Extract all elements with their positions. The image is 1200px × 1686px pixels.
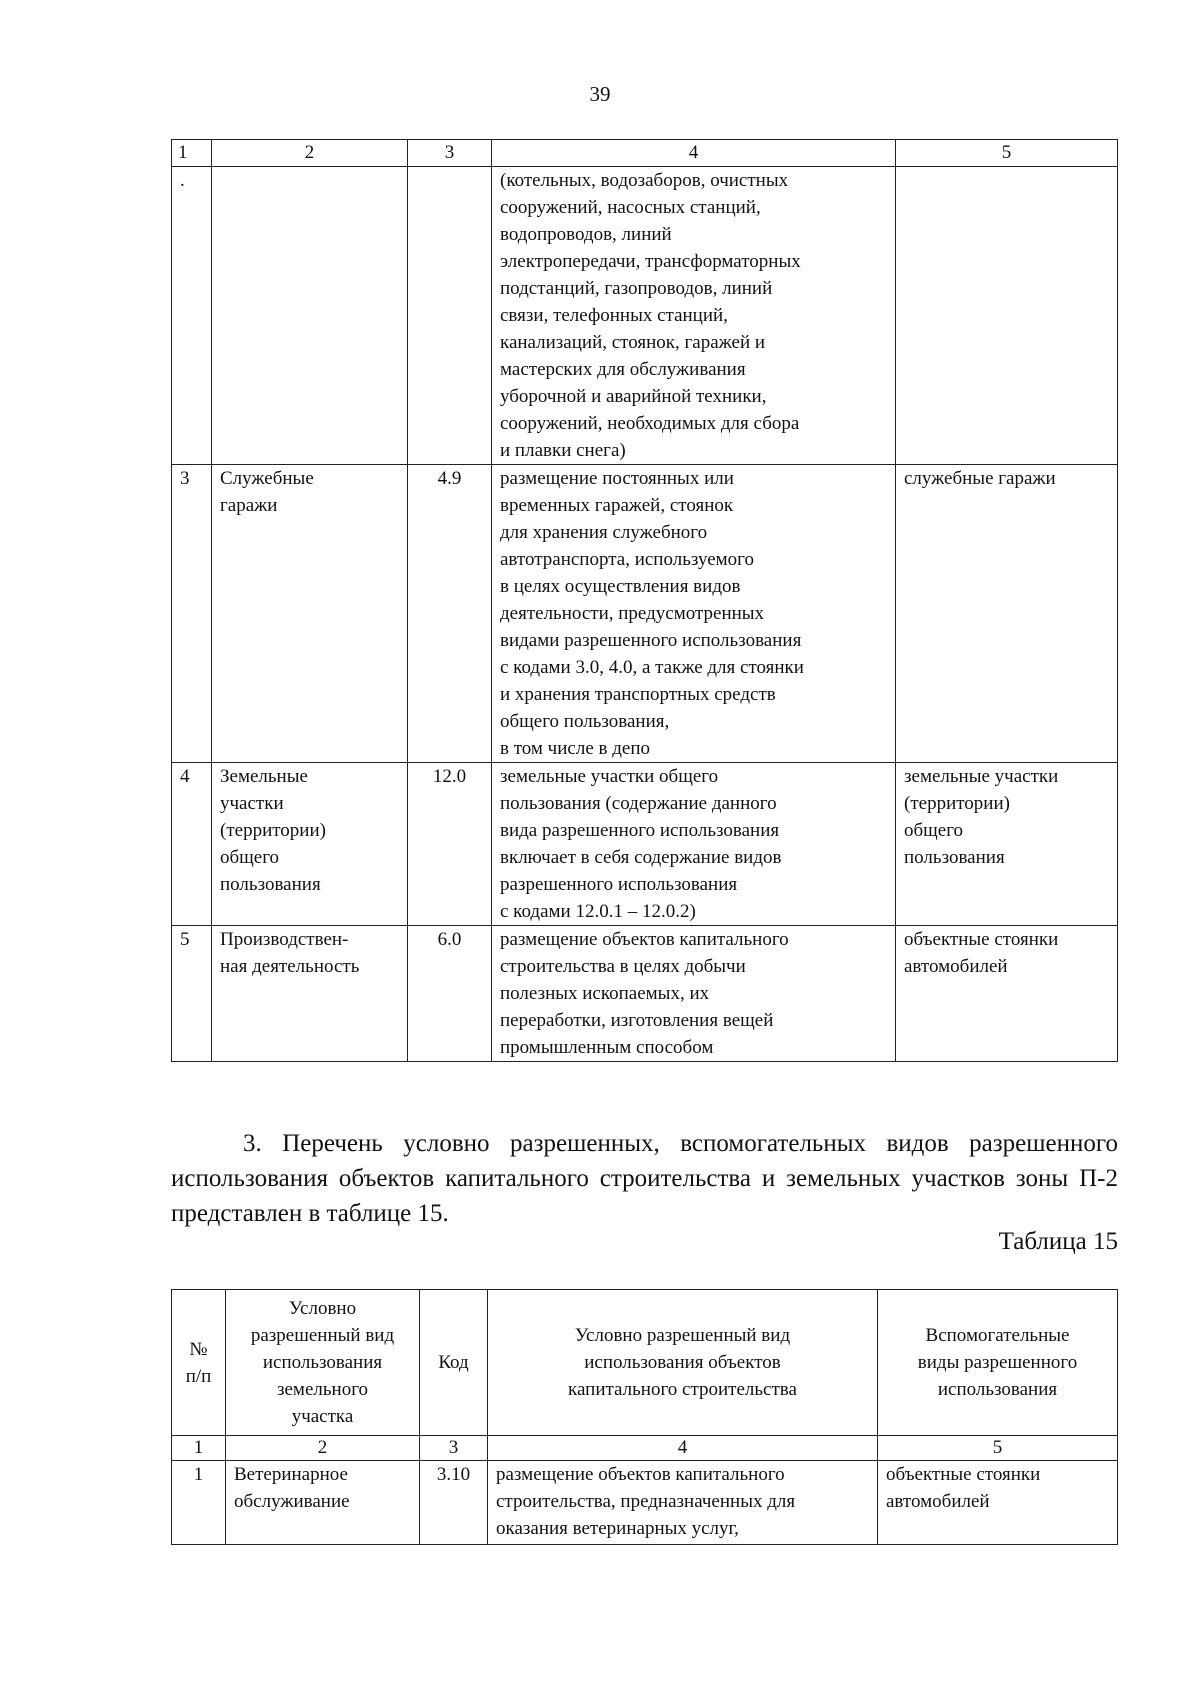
header-number: № п/п (172, 1290, 226, 1436)
table-row (172, 763, 1118, 926)
col-number-2: 2 (226, 1436, 420, 1461)
row-auxiliary-uses (896, 167, 1118, 465)
col-header-3: 3 (408, 140, 492, 167)
row-number: 3 (172, 465, 212, 763)
row-land-use-name: Производствен- ная деятельность (212, 926, 408, 1062)
header-code: Код (420, 1290, 488, 1436)
table-header-row (172, 1290, 1118, 1436)
table-row (172, 926, 1118, 1062)
col-number-5: 5 (878, 1436, 1118, 1461)
table-caption: Таблица 15 (998, 1228, 1118, 1255)
row-auxiliary-uses: объектные стоянки автомобилей (878, 1461, 1118, 1545)
row-number: 1 (172, 1461, 226, 1545)
col-number-1: 1 (172, 1436, 226, 1461)
row-number: 4 (172, 763, 212, 926)
row-land-use-name: Земельные участки (территории) общего пользования (212, 763, 408, 926)
row-code (408, 167, 492, 465)
table-row (172, 465, 1118, 763)
table-header-row (172, 140, 1118, 167)
row-land-use-name: Ветеринарное обслуживание (226, 1461, 420, 1545)
row-land-use-name (212, 167, 408, 465)
row-number: 5 (172, 926, 212, 1062)
row-number: . (172, 167, 212, 465)
row-description: размещение постоянных или временных гаражей, стоянок для хранения служебного автотранспорта, используемого в целях осуществления видов деятельности, предусмотренных видами разрешенного использования с кодами 3.0, 4.0, а также для стоянки и хранения транспортных средств общего пользования, в том числе в депо (492, 465, 896, 763)
column-numbers-row (172, 1436, 1118, 1461)
row-code: 3.10 (420, 1461, 488, 1545)
header-land-use: Условно разрешенный вид использования земельного участка (226, 1290, 420, 1436)
row-land-use-name: Служебные гаражи (212, 465, 408, 763)
row-auxiliary-uses: земельные участки (территории) общего пользования (896, 763, 1118, 926)
conditional-uses-table (171, 1289, 1118, 1545)
table-row (172, 167, 1118, 465)
row-code: 6.0 (408, 926, 492, 1062)
col-header-4: 4 (492, 140, 896, 167)
header-auxiliary-uses: Вспомогательные виды разрешенного использования (878, 1290, 1118, 1436)
row-code: 4.9 (408, 465, 492, 763)
header-capital-construction-use: Условно разрешенный вид использования объектов капитального строительства (488, 1290, 878, 1436)
table-row (172, 1461, 1118, 1545)
section-paragraph: 3. Перечень условно разрешенных, вспомогательных видов разрешенного использования объектов капитального строительства и земельных участков зоны П-2 представлен в таблице 15. (171, 1130, 1118, 1227)
row-auxiliary-uses: служебные гаражи (896, 465, 1118, 763)
zone-table-continuation (171, 139, 1118, 1062)
col-header-1: 1 (172, 140, 212, 167)
row-description: размещение объектов капитального строительства в целях добычи полезных ископаемых, их переработки, изготовления вещей промышленным способом (492, 926, 896, 1062)
row-description: земельные участки общего пользования (содержание данного вида разрешенного использования включает в себя содержание видов разрешенного использования с кодами 12.0.1 – 12.0.2) (492, 763, 896, 926)
row-code: 12.0 (408, 763, 492, 926)
col-header-5: 5 (896, 140, 1118, 167)
row-auxiliary-uses: объектные стоянки автомобилей (896, 926, 1118, 1062)
col-header-2: 2 (212, 140, 408, 167)
col-number-4: 4 (488, 1436, 878, 1461)
col-number-3: 3 (420, 1436, 488, 1461)
page-number: 39 (589, 82, 611, 106)
row-description: размещение объектов капитального строительства, предназначенных для оказания ветеринарных услуг, (488, 1461, 878, 1545)
row-description: (котельных, водозаборов, очистных сооружений, насосных станций, водопроводов, линий электропередачи, трансформаторных подстанций, газопроводов, линий связи, телефонных станций, канализаций, стоянок, гаражей и мастерских для обслуживания уборочной и аварийной техники, сооружений, необходимых для сбора и плавки снега) (492, 167, 896, 465)
